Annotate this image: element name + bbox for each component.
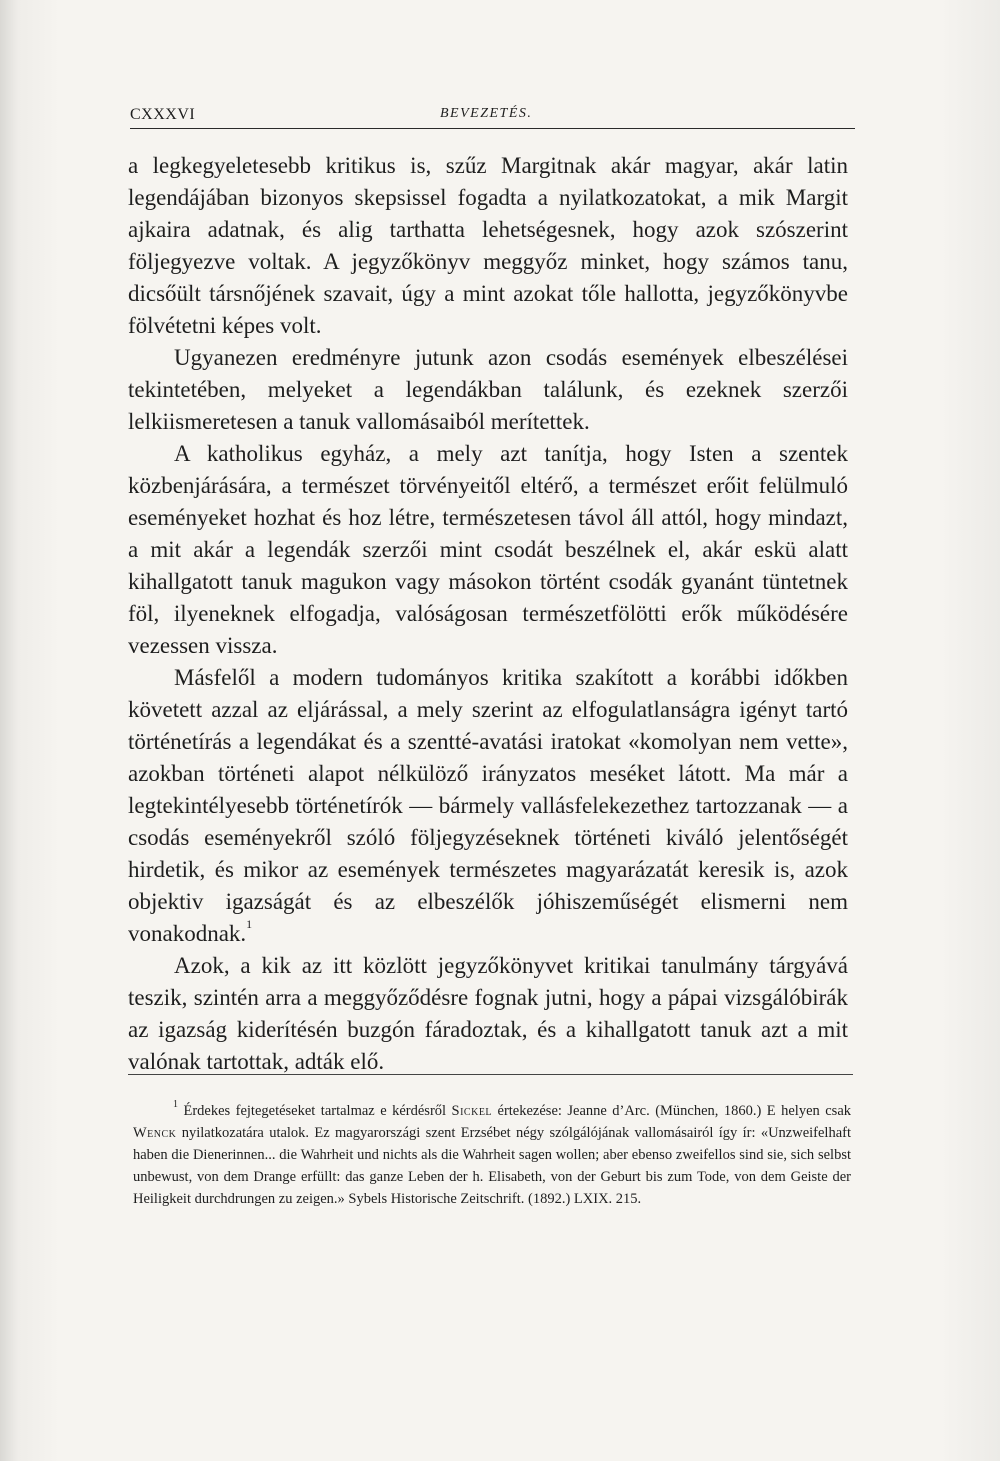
page-number: CXXXVI	[130, 106, 196, 123]
footnote-author-wenck: Wenck	[133, 1125, 177, 1141]
footnote	[133, 1100, 851, 1210]
paragraph-2: Ugyanezen eredményre jutunk azon csodás események elbeszélései tekintetében, melyeket a legendákban találunk, és ezeknek szerzői lelkiismeretesen a tanuk vallomásaiból merítettek.	[128, 345, 848, 434]
footnote-reference: 1	[246, 917, 253, 931]
paragraph-4	[128, 662, 848, 950]
footnote-text-3: nyilatkozatára utalok. Ez magyarországi szent Erzsébet négy szólgálójának vallomásairól így ír: «Unzweifelhaft haben die Dienerinnen... die Wahrheit und nichts als die Wahrheit sagen wollen; aber ebenso zweifellos sind sie, sich selbst unbewust, von dem Drange erfüllt: das ganze Leben der h. Elisabeth, von der Geburt bis zum Tode, von dem Geiste der Heiligkeit durchdrungen zu zeigen.» Sybels Historische Zeitschrift. (1892.) LXIX. 215.	[133, 1125, 852, 1207]
running-title: BEVEZETÉS.	[440, 106, 533, 121]
main-text	[128, 150, 848, 1078]
footnote-rule	[128, 1074, 853, 1075]
running-head	[130, 106, 855, 130]
paragraph-3: A katholikus egyház, a mely azt tanítja, hogy Isten a szentek közbenjárására, a természet törvényeitől eltérő, a természet erőit felülmuló eseményeket hozhat és hoz létre, természetesen távol áll attól, hogy mindazt, a mit akár a legendák szerzői mint csodát beszélnek el, akár eskü alatt kihallgatott tanuk magukon vagy másokon történt csodák gyanánt tüntetnek föl, ilyeneknek elfogadja, valóságosan természetfölötti erők működésére vezessen vissza.	[128, 441, 848, 658]
footnote-mark: 1	[173, 1099, 178, 1110]
footnote-author-sickel: Sickel	[451, 1103, 493, 1119]
paragraph-5: Azok, a kik az itt közlött jegyzőkönyvet kritikai tanulmány tárgyává teszik, szintén arra a meggyőződésre fognak jutni, hogy a pápai vizsgálóbirák az igazság kiderítésén buzgón fáradoztak, és a kihallgatott tanuk azt a mit valónak tartottak, adták elő.	[128, 953, 848, 1074]
paragraph-1: a legkegyeletesebb kritikus is, szűz Margitnak akár magyar, akár latin legendájában bizonyos skepsissel fogadta a nyilatkozatokat, a mik Margit ajkaira adatnak, és alig tarthatta lehetségesnek, hogy azok szószerint följegyezve voltak. A jegyzőkönyv meggyőz minket, hogy számos tanu, dicsőült társnőjének szavait, úgy a mint azokat tőle hallotta, jegyzőkönyvbe fölvétetni képes volt.	[128, 153, 848, 338]
paragraph-4-text: Másfelől a modern tudományos kritika szakított a korábbi időkben követett azzal az eljárással, a mely szerint az elfogulatlanságra igényt tartó történetírás a legendákat és a szentté-avatási iratokat «komolyan nem vette», azokban történeti alapot nélkülöző irányzatos meséket látott. Ma már a legtekintélyesebb történetírók — bármely vallásfelekezethez tartozzanak — a csodás eseményekről szóló följegyzéseknek történeti kiváló jelentőségét hirdetik, és mikor az események természetes magyarázatát keresik is, azok objektiv igazságát és az elbeszélők jóhiszeműségét elismerni nem vonakodnak.	[128, 665, 848, 946]
header-rule	[130, 128, 855, 129]
footnote-text-2: értekezése: Jeanne d’Arc. (München, 1860.) E helyen csak	[497, 1103, 851, 1119]
footnote-text-1: Érdekes fejtegetéseket tartalmaz e kérdésről	[183, 1103, 447, 1119]
